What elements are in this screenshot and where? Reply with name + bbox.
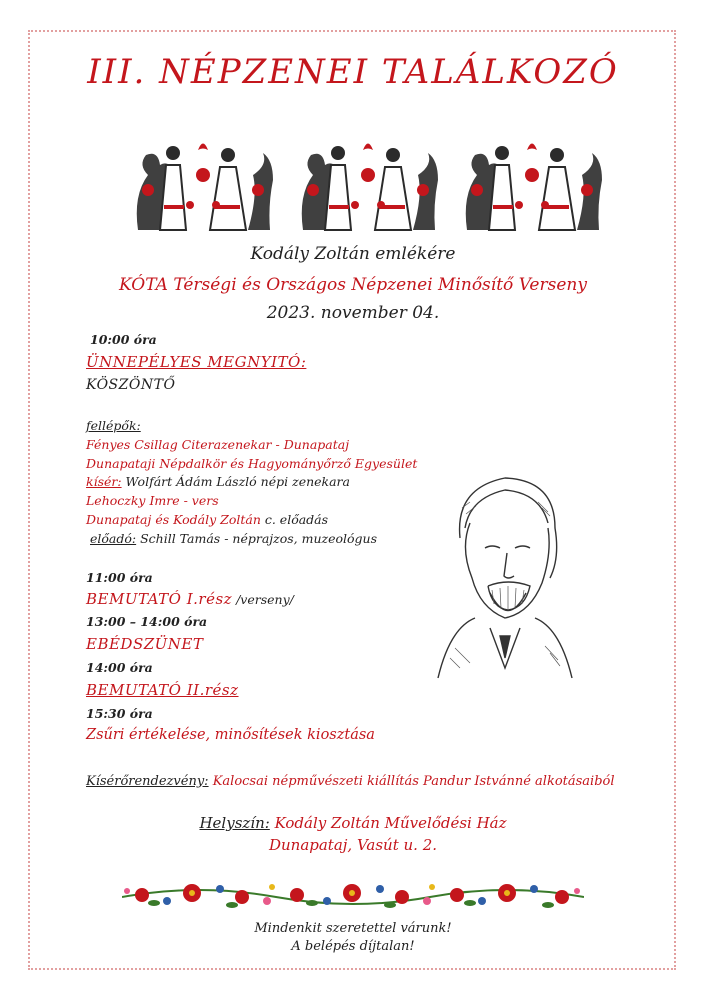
venue-name: Kodály Zoltán Művelődési Ház [269,814,507,832]
opening-heading: ÜNNEPÉLYES MEGNYITÓ: [86,353,307,371]
jury-evaluation: Zsűri értékelése, minősítések kiosztása [86,727,375,743]
welcome-line-2: A belépés díjtalan! [291,939,415,954]
lecture-suffix: c. előadás [260,512,329,527]
show-2-title: BEMUTATÓ II.rész [86,681,239,699]
accompaniment-line [86,474,350,489]
venue-label: Helyszín: [199,814,270,832]
subtitle: Kodály Zoltán emlékére [250,244,456,264]
folk-dancers-motif-2 [293,135,443,237]
side-event-label: Kísérőrendezvény: [86,774,209,789]
accompaniment-label: kísér: [86,474,122,489]
kodaly-portrait [430,468,580,688]
venue-address: Dunapataj, Vasút u. 2. [268,836,438,854]
side-event-value: Kalocsai népművészeti kiállítás Pandur Istvánné alkotásaiból [208,774,615,789]
show-1-note: /verseny/ [232,592,294,607]
time-1400: 14:00 óra [86,660,153,675]
folk-dancers-motif-3 [457,135,607,237]
lunch-break: EBÉDSZÜNET [86,635,204,653]
performer-1: Fényes Csillag Citerazenekar - Dunapataj [86,437,350,452]
lecture-title: Dunapataj és Kodály Zoltán [86,512,261,527]
page-title: III. NÉPZENEI TALÁLKOZÓ [87,52,619,92]
performer-2: Dunapataji Népdalkör és Hagyományőrző Egyesület [86,456,418,471]
speaker-label: előadó: [90,531,137,546]
event-date: 2023. november 04. [266,303,440,323]
performer-3: Lehoczky Imre - vers [86,493,219,508]
venue-line [0,814,706,832]
show-1-title: BEMUTATÓ I.rész [86,590,233,608]
speaker-value: Schill Tamás - néprajzos, muzeológus [136,531,378,546]
time-1100: 11:00 óra [86,570,153,585]
performers-label: fellépők: [86,418,141,433]
folk-dancers-motif-1 [128,135,278,237]
competition-name: KÓTA Térségi és Országos Népzenei Minősítő Verseny [119,275,587,295]
speaker-line [90,531,377,546]
greeting-heading: KÖSZÖNTŐ [86,377,176,393]
time-1300-1400: 13:00 – 14:00 óra [86,614,208,629]
accompaniment-value: Wolfárt Ádám László népi zenekara [121,474,350,489]
time-1000: 10:00 óra [90,332,157,347]
welcome-line-1: Mindenkit szeretettel várunk! [254,921,452,936]
lecture-line [86,512,328,527]
side-event-line [86,774,615,789]
show-1-line [86,590,294,608]
floral-border [122,873,584,917]
time-1530: 15:30 óra [86,706,153,721]
